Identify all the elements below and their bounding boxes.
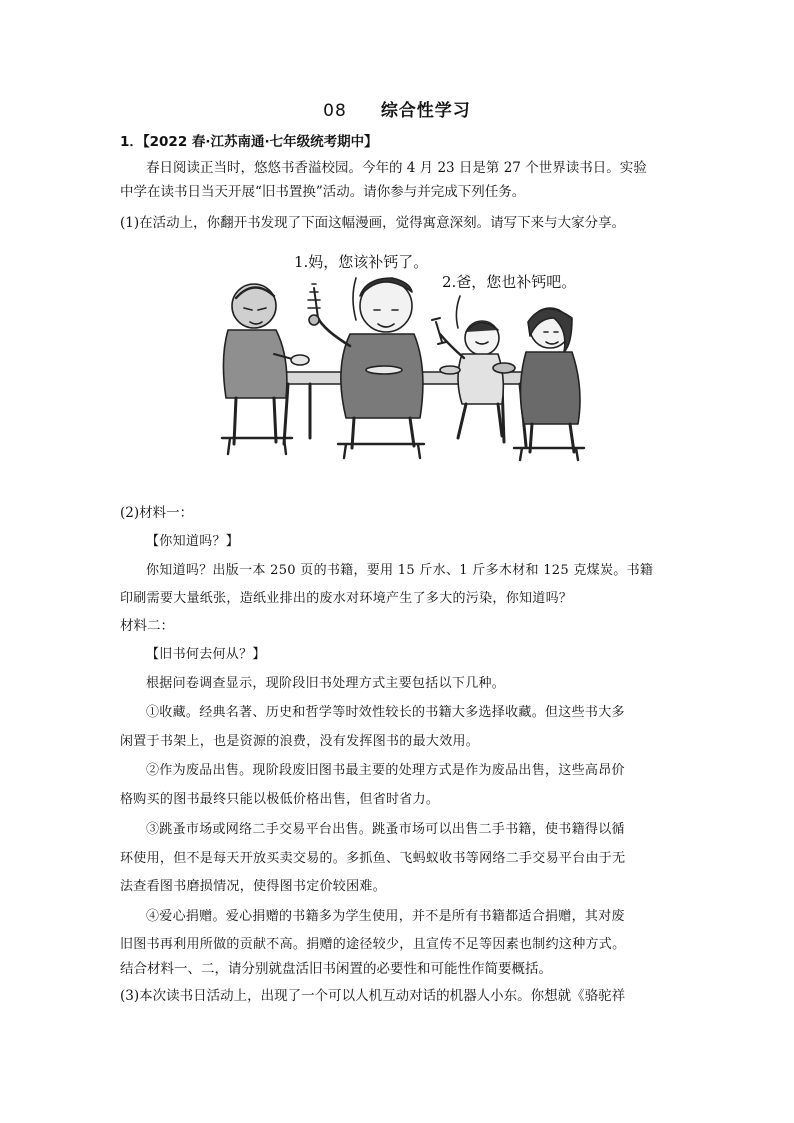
item2-line-2: 格购买的图书最终只能以极低价格出售，但省时省力。 bbox=[120, 792, 440, 807]
material1-heading: 【你知道吗？】 bbox=[146, 534, 240, 549]
material2-intro: 根据问卷调查显示，现阶段旧书处理方式主要包括以下几种。 bbox=[146, 676, 506, 691]
cartoon-illustration bbox=[214, 248, 592, 462]
speech-bubble-1: 1.妈，您该补钙了。 bbox=[294, 253, 429, 271]
section-number: 08 bbox=[323, 101, 347, 121]
part1-prompt: (1)在活动上，你翻开书发现了下面这幅漫画，觉得寓意深刻。请写下来与大家分享。 bbox=[120, 215, 626, 231]
task-prompt: 结合材料一、二，请分别就盘活旧书闲置的必要性和可能性作简要概括。 bbox=[120, 961, 552, 977]
material2-label: 材料二： bbox=[120, 618, 174, 634]
item1-line-1: ①收藏。经典名著、历史和哲学等时效性较长的书籍大多选择收藏。但这些书大多 bbox=[146, 705, 625, 720]
item3-line-1: ③跳蚤市场或网络二手交易平台出售。跳蚤市场可以出售二手书籍，使书籍得以循 bbox=[146, 822, 625, 837]
item2-line-1: ②作为废品出售。现阶段废旧图书最主要的处理方式是作为废品出售，这些高昂价 bbox=[146, 763, 625, 778]
material1-line-1: 你知道吗？出版一本 250 页的书籍，要用 15 斤水、1 斤多木材和 125 克煤炭。书籍 bbox=[146, 563, 654, 578]
question-label: 1．【2022 春·江苏南通·七年级统考期中】 bbox=[120, 134, 378, 150]
intro-line-2: 中学在读书日当天开展“旧书置换”活动。请你参与并完成下列任务。 bbox=[120, 184, 526, 200]
intro-line-1: 春日阅读正当时，悠悠书香溢校园。今年的 4 月 23 日是第 27 个世界读书日。实验 bbox=[146, 160, 647, 176]
item3-line-3: 法查看图书磨损情况，使得图书定价较困难。 bbox=[120, 879, 387, 894]
material2-heading: 【旧书何去何从？】 bbox=[146, 647, 266, 662]
item4-line-1: ④爱心捐赠。爱心捐赠的书籍多为学生使用，并不是所有书籍都适合捐赠，其对废 bbox=[146, 909, 625, 924]
item4-line-2: 旧图书再利用所做的贡献不高。捐赠的途径较少，且宣传不足等因素也制约这种方式。 bbox=[120, 937, 626, 952]
part2-label: (2)材料一： bbox=[120, 505, 194, 521]
part3-prompt: (3)本次读书日活动上，出现了一个可以人机互动对话的机器人小东。你想就《骆驼祥 bbox=[120, 988, 626, 1004]
speech-bubble-2: 2.爸，您也补钙吧。 bbox=[442, 273, 577, 291]
section-name: 综合性学习 bbox=[380, 101, 471, 121]
section-title bbox=[0, 96, 794, 121]
item3-line-2: 环使用，但不是每天开放买卖交易的。多抓鱼、飞蚂蚁收书等网络二手交易平台由于无 bbox=[120, 851, 626, 866]
material1-line-2: 印刷需要大量纸张，造纸业排出的废水对环境产生了多大的污染，你知道吗？ bbox=[120, 591, 573, 606]
item1-line-2: 闲置于书架上，也是资源的浪费，没有发挥图书的最大效用。 bbox=[120, 734, 480, 749]
